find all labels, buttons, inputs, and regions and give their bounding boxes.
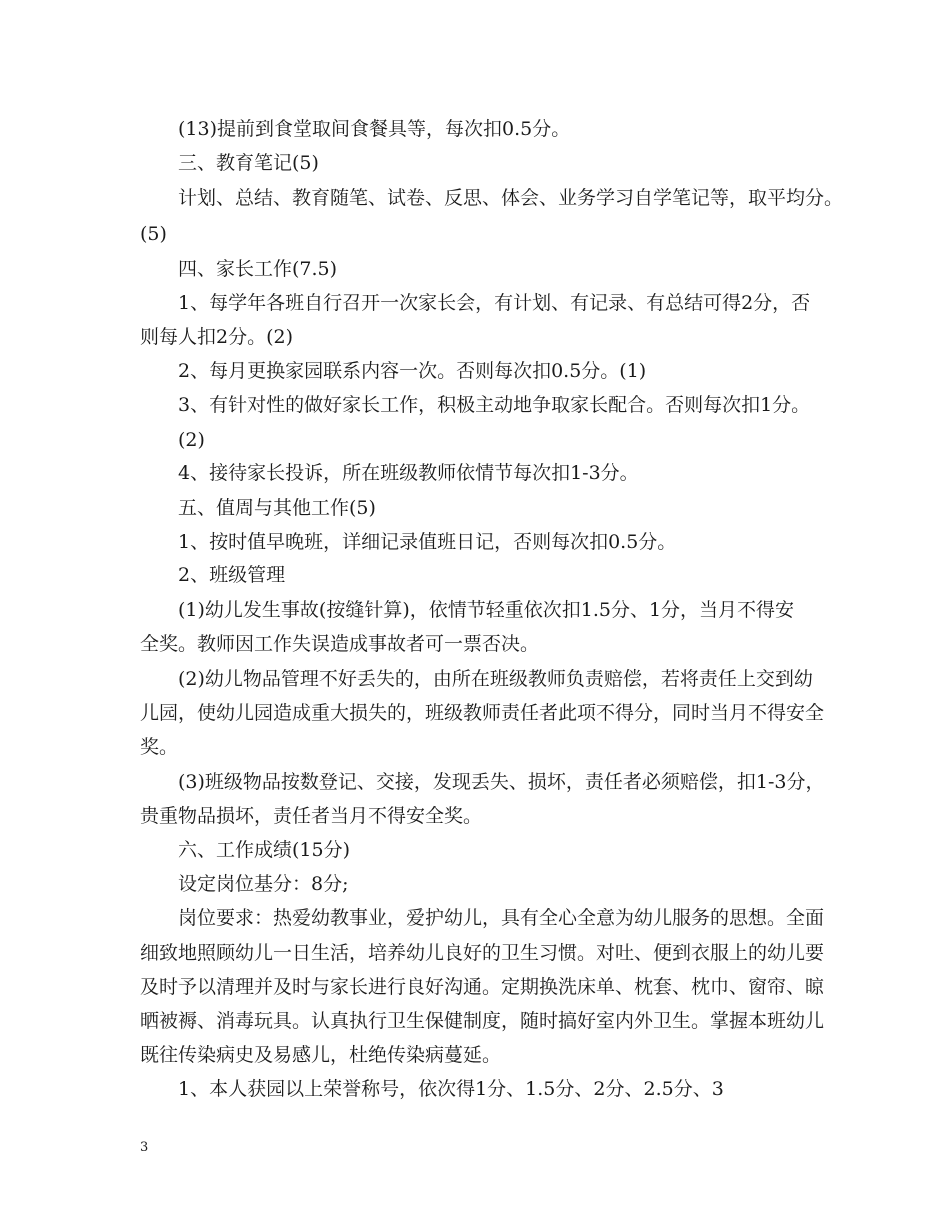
text-line: 全奖。教师因工作失误造成事故者可一票否决。 xyxy=(140,633,540,655)
text-line: 2、每月更换家园联系内容一次。否则每次扣0.5分。(1) xyxy=(178,360,647,382)
text-line: 贵重物品损坏，责任者当月不得安全奖。 xyxy=(140,805,483,827)
text-line: 儿园，使幼儿园造成重大损失的，班级教师责任者此项不得分，同时当月不得安全 xyxy=(140,702,825,724)
text-line: 奖。 xyxy=(140,736,179,758)
text-line: (1)幼儿发生事故(按缝针算)，依情节轻重依次扣1.5分、1分，当月不得安 xyxy=(178,599,795,621)
text-line: 六、工作成绩(15分) xyxy=(178,839,351,861)
text-line: 3、有针对性的做好家长工作，积极主动地争取家长配合。否则每次扣1分。 xyxy=(178,394,811,416)
text-line: 4、接待家长投诉，所在班级教师依情节每次扣1-3分。 xyxy=(178,462,639,484)
text-line: (5) xyxy=(140,223,167,245)
text-line: 1、本人获园以上荣誉称号，依次得1分、1.5分、2分、2.5分、3 xyxy=(178,1078,724,1100)
text-line: 1、按时值早晚班，详细记录值班日记，否则每次扣0.5分。 xyxy=(178,531,677,553)
text-line: 四、家长工作(7.5) xyxy=(178,258,338,280)
text-line: 1、每学年各班自行召开一次家长会，有计划、有记录、有总结可得2分，否 xyxy=(178,292,811,314)
text-line: 2、班级管理 xyxy=(178,564,286,586)
text-line: 五、值周与其他工作(5) xyxy=(178,497,376,519)
text-line: 岗位要求：热爱幼教事业，爱护幼儿，具有全心全意为幼儿服务的思想。全面 xyxy=(178,907,825,929)
text-line: 及时予以清理并及时与家长进行良好沟通。定期换洗床单、枕套、枕巾、窗帘、晾 xyxy=(140,976,825,998)
text-line: (13)提前到食堂取间食餐具等，每次扣0.5分。 xyxy=(178,118,571,140)
text-line: 细致地照顾幼儿一日生活，培养幼儿良好的卫生习惯。对吐、便到衣服上的幼儿要 xyxy=(140,942,825,964)
text-line: 设定岗位基分：8分; xyxy=(178,873,349,895)
text-line: (2) xyxy=(178,429,205,451)
text-line: 既往传染病史及易感儿，杜绝传染病蔓延。 xyxy=(140,1044,502,1066)
text-line: (2)幼儿物品管理不好丢失的，由所在班级教师负责赔偿，若将责任上交到幼 xyxy=(178,668,813,690)
text-line: 计划、总结、教育随笔、试卷、反思、体会、业务学习自学笔记等，取平均分。 xyxy=(178,187,844,209)
text-line: 三、教育笔记(5) xyxy=(178,152,319,174)
text-line: 则每人扣2分。(2) xyxy=(140,326,294,348)
text-line: (3)班级物品按数登记、交接，发现丢失、损坏，责任者必须赔偿，扣1-3分， xyxy=(178,771,825,793)
page-number: 3 xyxy=(140,1140,149,1155)
text-line: 晒被褥、消毒玩具。认真执行卫生保健制度，随时搞好室内外卫生。掌握本班幼儿 xyxy=(140,1010,825,1032)
